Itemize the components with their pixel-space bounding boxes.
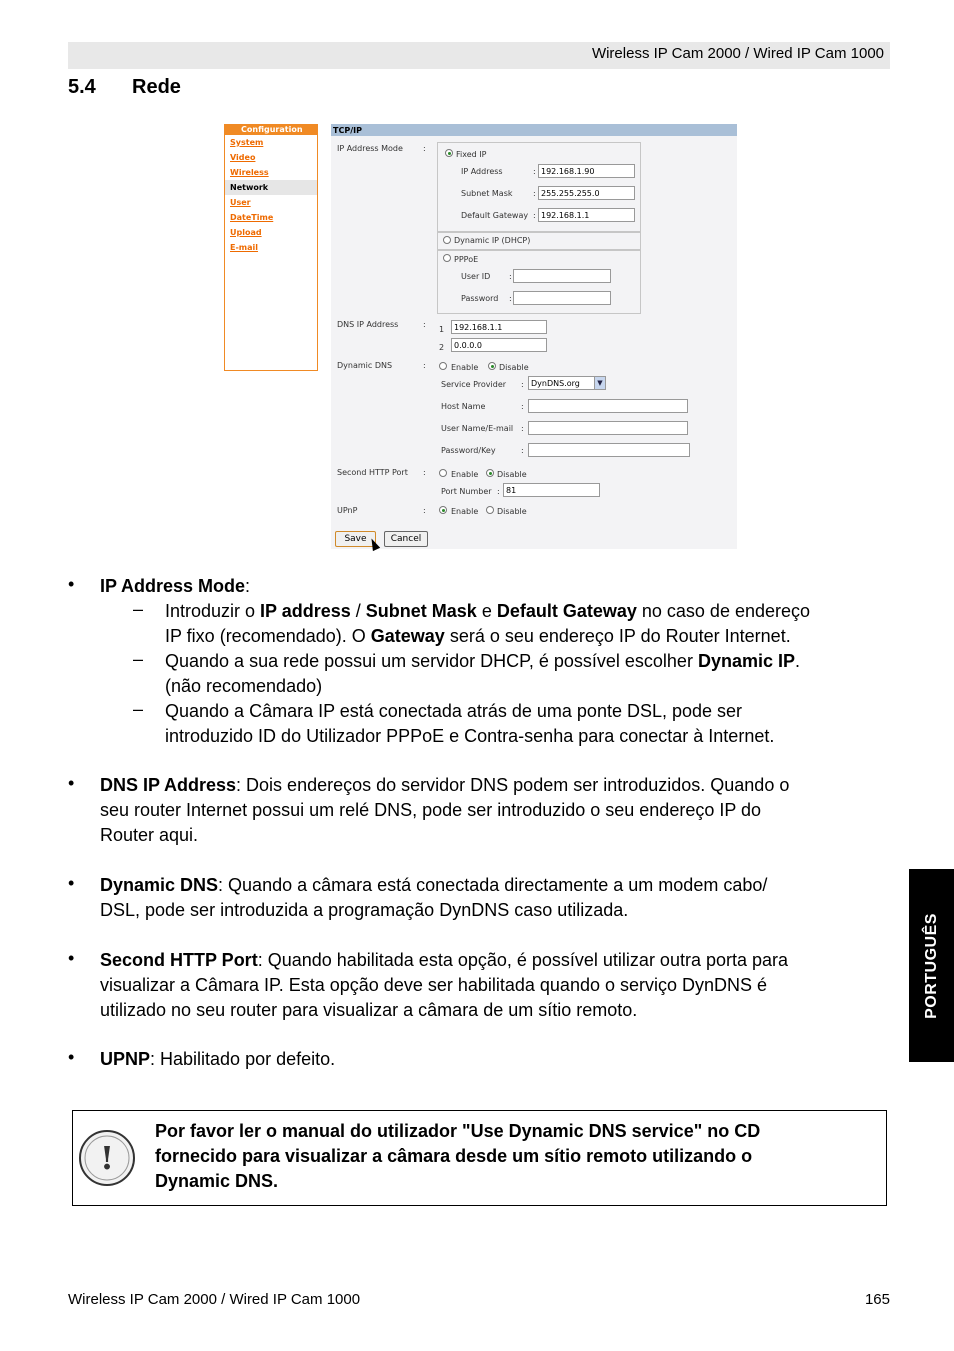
colon: : [533,167,536,176]
bold-text: Second HTTP Port [100,950,258,970]
bullet-ddns [100,873,767,923]
bullet-dns [100,773,789,848]
bold-text: Subnet Mask [365,601,477,621]
bold-text: DNS IP Address [100,775,237,795]
text: no caso de endereço [636,601,811,621]
bullet-upnp [100,1047,335,1072]
section-title [68,76,181,99]
fixed-ip-label: Fixed IP [456,150,487,159]
warning-glyph: ! [99,1139,115,1177]
upnp-enable-label: Enable [451,507,479,516]
fixed-ip-radio[interactable] [445,149,453,157]
bullet-marker: • [68,948,75,968]
bullet-http-port [100,948,788,1023]
ip-address-label: IP Address [461,167,503,176]
language-tab [909,869,954,1062]
page-number: 165 [864,1291,890,1308]
bold-text: Dynamic IP [697,651,795,671]
nav-item-upload[interactable]: Upload [230,228,262,237]
config-nav [224,124,318,371]
pppoe-label: PPPoE [454,255,479,264]
colon: : [509,294,512,303]
upnp-disable-radio[interactable] [486,506,494,514]
pppoe-password-label: Password [461,294,499,303]
save-button[interactable]: Save [335,531,376,547]
text: . [795,651,801,671]
subnet-mask-label: Subnet Mask [461,189,513,198]
ddns-user-field[interactable] [528,421,688,435]
dns1-field[interactable]: 192.168.1.1 [451,320,547,334]
header-title: Wireless IP Cam 2000 / Wired IP Cam 1000 [591,45,884,62]
colon: : [521,446,524,455]
colon: : [521,380,524,389]
bullet-marker: • [68,574,75,594]
section-number: 5.4 [68,76,96,98]
http2-enable-radio[interactable] [439,469,447,477]
host-name-label: Host Name [441,402,486,411]
text: utilizado no seu router para visualizar a câmara de um sítio remoto. [100,1000,638,1020]
dash-marker: – [133,699,144,719]
dash-item-dhcp [165,649,800,699]
text: Router aqui. [100,825,199,845]
service-provider-value: DynDNS.org [531,379,580,388]
dash-marker: – [133,649,144,669]
colon: : [533,189,536,198]
cancel-button[interactable]: Cancel [384,531,428,547]
gateway-field[interactable]: 192.168.1.1 [538,208,635,222]
text: introduzido ID do Utilizador PPPoE e Contra-senha para conectar à Internet. [165,726,775,746]
nav-item-user[interactable]: User [230,198,251,207]
dash-marker: – [133,599,144,619]
bold-text: UPNP [100,1049,151,1069]
colon: : [423,361,426,370]
colon: : [509,272,512,281]
dash-item-fixed-ip [165,599,810,649]
http2-disable-radio[interactable] [486,469,494,477]
text: : Quando habilitada esta opção, é possível utilizar outra porta para [257,950,789,970]
text: será o seu endereço IP do Router Internet. [444,626,791,646]
language-tab-label: PORTUGUÊS [922,912,940,1019]
ddns-enable-label: Enable [451,363,479,372]
ip-address-field[interactable]: 192.168.1.90 [538,164,635,178]
host-name-field[interactable] [528,399,688,413]
pppoe-user-label: User ID [461,272,491,281]
bold-text: Dynamic DNS [100,875,219,895]
ddns-user-label: User Name/E-mail [441,424,514,433]
pppoe-user-field[interactable] [513,269,611,283]
panel-header [331,124,737,136]
bold-text: IP Address Mode [100,576,246,596]
gateway-label: Default Gateway [461,211,529,220]
colon: : [521,402,524,411]
ip-mode-label: IP Address Mode [337,144,403,153]
text: IP fixo (recomendado). O [165,626,371,646]
dns-index-1: 1 [439,325,445,334]
nav-item-video[interactable]: Video [230,153,256,162]
tcpip-panel [331,124,737,549]
http2-disable-label: Disable [497,470,527,479]
bullet-marker: • [68,873,75,893]
bullet-marker: • [68,773,75,793]
dns2-field[interactable]: 0.0.0.0 [451,338,547,352]
pppoe-radio[interactable] [443,254,451,262]
colon: : [423,468,426,477]
note-text [155,1119,855,1194]
text: / [350,601,366,621]
text: Introduzir o [165,601,261,621]
bold-text: Gateway [370,626,445,646]
footer-title: Wireless IP Cam 2000 / Wired IP Cam 1000 [68,1291,361,1308]
bold-text: Default Gateway [496,601,637,621]
panel-title: TCP/IP [333,126,362,135]
chevron-down-icon[interactable]: ▼ [594,377,605,389]
bullet-ip-mode [100,574,250,599]
network-settings-screenshot [223,122,738,552]
ddns-password-label: Password/Key [441,446,496,455]
note-line: Por favor ler o manual do utilizador "Use Dynamic DNS service" no CD [155,1121,761,1141]
ddns-enable-radio[interactable] [439,362,447,370]
text: seu router Internet possui um relé DNS, pode ser introduzido o seu endereço IP do [100,800,762,820]
bullet-marker: • [68,1047,75,1067]
text: Quando a Câmara IP está conectada atrás de uma ponte DSL, pode ser [165,701,743,721]
note-line: Dynamic DNS. [155,1171,279,1191]
port-number-label: Port Number [441,487,492,496]
port-number-field[interactable]: 81 [503,483,600,497]
text: visualizar a Câmara IP. Esta opção deve ser habilitada quando o serviço DynDNS é [100,975,768,995]
colon: : [533,211,536,220]
colon: : [497,487,500,496]
ddns-disable-radio[interactable] [488,362,496,370]
bold-text: IP address [260,601,351,621]
dns-label: DNS IP Address [337,320,399,329]
upnp-label: UPnP [337,506,358,515]
nav-item-datetime[interactable]: Date​Time [230,213,274,222]
dhcp-radio[interactable] [443,236,451,244]
http2-label: Second HTTP Port [337,468,408,477]
subnet-mask-field[interactable]: 255.255.255.0 [538,186,635,200]
section-heading: Rede [132,76,181,98]
nav-item-system[interactable]: System [230,138,264,147]
dns-index-2: 2 [439,343,445,352]
ddns-password-field[interactable] [528,443,690,457]
colon: : [521,424,524,433]
text: e [476,601,497,621]
nav-item-network[interactable]: Network [225,180,317,195]
text: : Quando a câmara está conectada directamente a um modem cabo/ [218,875,768,895]
config-nav-heading: Configuration [225,125,317,135]
text: : Dois endereços do servidor DNS podem ser introduzidos. Quando o [236,775,790,795]
service-provider-label: Service Provider [441,380,507,389]
colon: : [423,320,426,329]
dhcp-label: Dynamic IP (DHCP) [454,236,531,245]
colon: : [423,144,426,153]
pppoe-password-field[interactable] [513,291,611,305]
ddns-disable-label: Disable [499,363,529,372]
warning-icon [78,1129,136,1187]
http2-enable-label: Enable [451,470,479,479]
text: Quando a sua rede possui um servidor DHCP, é possível escolher [165,651,698,671]
ddns-label: Dynamic DNS [337,361,393,370]
text: : Habilitado por defeito. [150,1049,336,1069]
nav-item-wireless[interactable]: Wireless [230,168,269,177]
upnp-enable-radio[interactable] [439,506,447,514]
text: (não recomendado) [165,676,323,696]
nav-item-email[interactable]: E-mail [230,243,259,252]
note-line: fornecido para visualizar a câmara desde um sítio remoto utilizando o [155,1146,753,1166]
upnp-disable-label: Disable [497,507,527,516]
text: : [245,576,251,596]
dash-item-pppoe [165,699,774,749]
colon: : [423,506,426,515]
text: DSL, pode ser introduzida a programação DynDNS caso utilizada. [100,900,629,920]
